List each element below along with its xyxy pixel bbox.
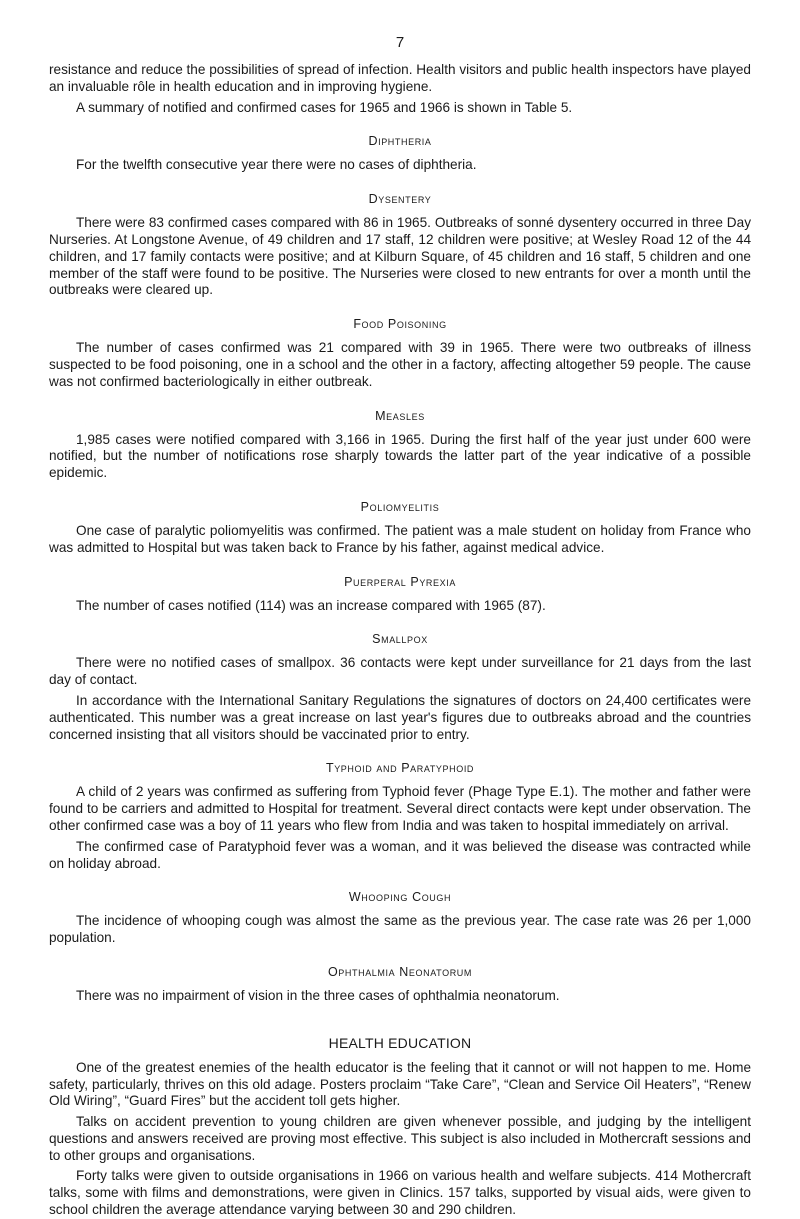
smallpox-paragraph-2: In accordance with the International Sanitary Regulations the signatures of doctors on 24,400 certificates were authenticated. This number was a great increase on last year's figures due to outbreaks abroad and the countries concerned insisting that all visitors should be vaccinated prior to entry.: [49, 692, 751, 742]
poliomyelitis-paragraph: One case of paralytic poliomyelitis was confirmed. The patient was a male student on holiday from France who was admitted to Hospital but was taken back to France by his father, against medical advice.: [49, 522, 751, 555]
ophthalmia-paragraph: There was no impairment of vision in the three cases of ophthalmia neonatorum.: [76, 987, 560, 1003]
health-education-paragraph-2: Talks on accident prevention to young children are given whenever possible, and judging by the intelligent questions and answers received are proving most effective. This subject is also included in Mothercraft sessions and to other groups and organisations.: [49, 1114, 751, 1163]
whooping-cough-paragraph: The incidence of whooping cough was almost the same as the previous year. The case rate was 26 per 1,000 population.: [49, 913, 751, 946]
heading-puerperal-pyrexia: Puerperal Pyrexia: [344, 574, 456, 589]
typhoid-paragraph-2: The confirmed case of Paratyphoid fever was a woman, and it was believed the disease was contracted while on holiday abroad.: [49, 838, 751, 871]
puerperal-pyrexia-paragraph: The number of cases notified (114) was an increase compared with 1965 (87).: [76, 597, 546, 613]
diphtheria-paragraph: For the twelfth consecutive year there were no cases of diphtheria.: [76, 157, 477, 173]
smallpox-paragraph-1: There were no notified cases of smallpox. 36 contacts were kept under surveillance for 21 days from the last day of contact.: [49, 655, 751, 688]
measles-paragraph: 1,985 cases were notified compared with 3,166 in 1965. During the first half of the year just under 600 were notified, but the number of notifications rose sharply towards the latter part of the year indicative of a possible epidemic.: [49, 431, 751, 481]
intro-paragraph-2: A summary of notified and confirmed cases for 1965 and 1966 is shown in Table 5.: [76, 99, 573, 115]
heading-dysentery: Dysentery: [368, 192, 432, 207]
heading-diphtheria: Diphtheria: [368, 134, 432, 149]
heading-measles: Measles: [375, 408, 425, 423]
heading-smallpox: Smallpox: [372, 632, 428, 647]
page-number: 7: [395, 34, 405, 51]
food-poisoning-paragraph: The number of cases confirmed was 21 compared with 39 in 1965. There were two outbreaks of illness suspected to be food poisoning, one in a school and the other in a factory, affecting altogether 59 people. The cause was not confirmed bacteriologically in either outbreak.: [49, 340, 751, 389]
heading-food-poisoning: Food Poisoning: [353, 317, 447, 332]
heading-whooping-cough: Whooping Cough: [348, 890, 452, 905]
health-education-paragraph-1: One of the greatest enemies of the health educator is the feeling that it cannot or will not happen to me. Home safety, particularly, thrives on this old adage. Posters proclaim “Take Care”, “Clean and Service Oil Heaters”, “Renew Old Wiring”, “Guard Fires” but the accident toll gets higher.: [49, 1059, 751, 1109]
heading-typhoid: Typhoid and Paratyphoid: [325, 761, 475, 776]
typhoid-paragraph-1: A child of 2 years was confirmed as suffering from Typhoid fever (Phage Type E.1). The mother and father were found to be carriers and admitted to Hospital for treatment. Several direct contacts were kept under observation. The other confirmed case was a boy of 11 years who flew from India and was taken to hospital immediately on arrival.: [49, 784, 751, 833]
dysentery-paragraph: There were 83 confirmed cases compared with 86 in 1965. Outbreaks of sonné dysentery occurred in three Day Nurseries. At Longstone Avenue, of 49 children and 17 staff, 12 children were positive; at Wesley Road 12 of the 44 children, and 17 family contacts were positive; and at Kilburn Square, of 45 children and 16 staff, 5 children and one member of the staff were found to be positive. The Nurseries were closed to new entrants for over a month until the outbreaks were cleared up.: [49, 215, 751, 298]
health-education-paragraph-3: Forty talks were given to outside organisations in 1966 on various health and welfare subjects. 414 Mothercraft talks, some with films and demonstrations, were given in Clinics. 157 talks, supported by visual aids, were given to school children the average attendance varying between 30 and 290 children.: [49, 1168, 751, 1218]
heading-poliomyelitis: Poliomyelitis: [360, 499, 440, 514]
intro-paragraph-1: resistance and reduce the possibilities of spread of infection. Health visitors and public health inspectors have played an invaluable rôle in health education and in improving hygiene.: [49, 62, 751, 94]
heading-ophthalmia: Ophthalmia Neonatorum: [327, 964, 472, 979]
heading-health-education: HEALTH EDUCATION: [328, 1034, 472, 1051]
